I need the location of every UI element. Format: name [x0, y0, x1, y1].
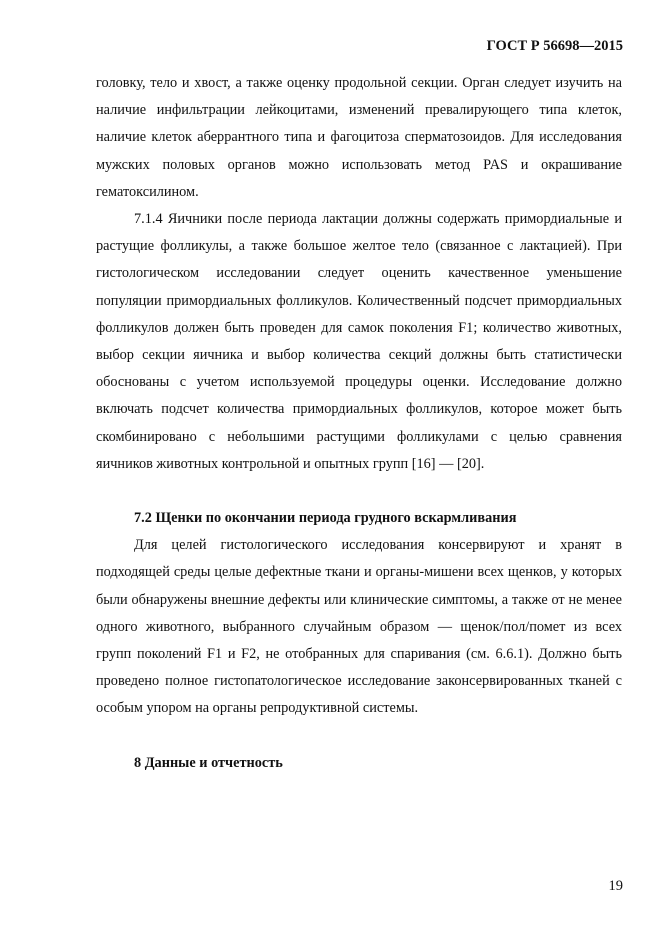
document-id-header: ГОСТ Р 56698—2015: [486, 38, 623, 54]
spacer: [96, 478, 622, 505]
paragraph-7-2: Для целей гистологического исследования консервируют и хранят в подходящей среды целые дефектные ткани и органы-мишени всех щенков, у которых были обнаружены внешние дефекты или клинические симптомы, а также от не менее одного животного, выбранного случайным образом — щенок/пол/помет из всех групп поколений F1 и F2, не отобранных для спаривания (см. 6.6.1). Должно быть проведено полное гистопатологическое исследование законсервированных тканей с особым упором на органы репродуктивной системы.: [96, 537, 622, 717]
page-number: 19: [608, 878, 623, 894]
section-heading-8: 8 Данные и отчетность: [134, 754, 283, 771]
paragraph-continuation: головку, тело и хвост, а также оценку продольной секции. Орган следует изучить на наличие инфильтрации лейкоцитами, изменений превалирующего типа клеток, наличие клеток аберрантного типа и фагоцитоза сперматозоидов. Для исследования мужских половых органов можно использовать метод PAS и окрашивание гематоксилином.: [96, 75, 622, 200]
paragraph-7-1-4: 7.1.4 Яичники после периода лактации должны содержать примордиальные и растущие фолликулы, а также большое желтое тело (связанное с лактацией). При гистологическом исследовании следует оценить качественное уменьшение популяции примордиальных фолликулов. Количественный подсчет примордиальных фолликулов должен быть проведен для самок поколения F1; количество животных, выбор секции яичника и выбор количества секций должны быть статистически обоснованы с учетом используемой процедуры оценки. Исследование должно включать подсчет количества примордиальных фолликулов, которое может быть скомбинировано с небольшими растущими фолликулами с целью сравнения яичников животных контрольной и опытных групп [16] — [20].: [96, 211, 622, 472]
spacer: [96, 723, 622, 750]
section-heading-7-2: 7.2 Щенки по окончании периода грудного вскармливания: [134, 510, 517, 527]
document-body: [96, 70, 622, 777]
